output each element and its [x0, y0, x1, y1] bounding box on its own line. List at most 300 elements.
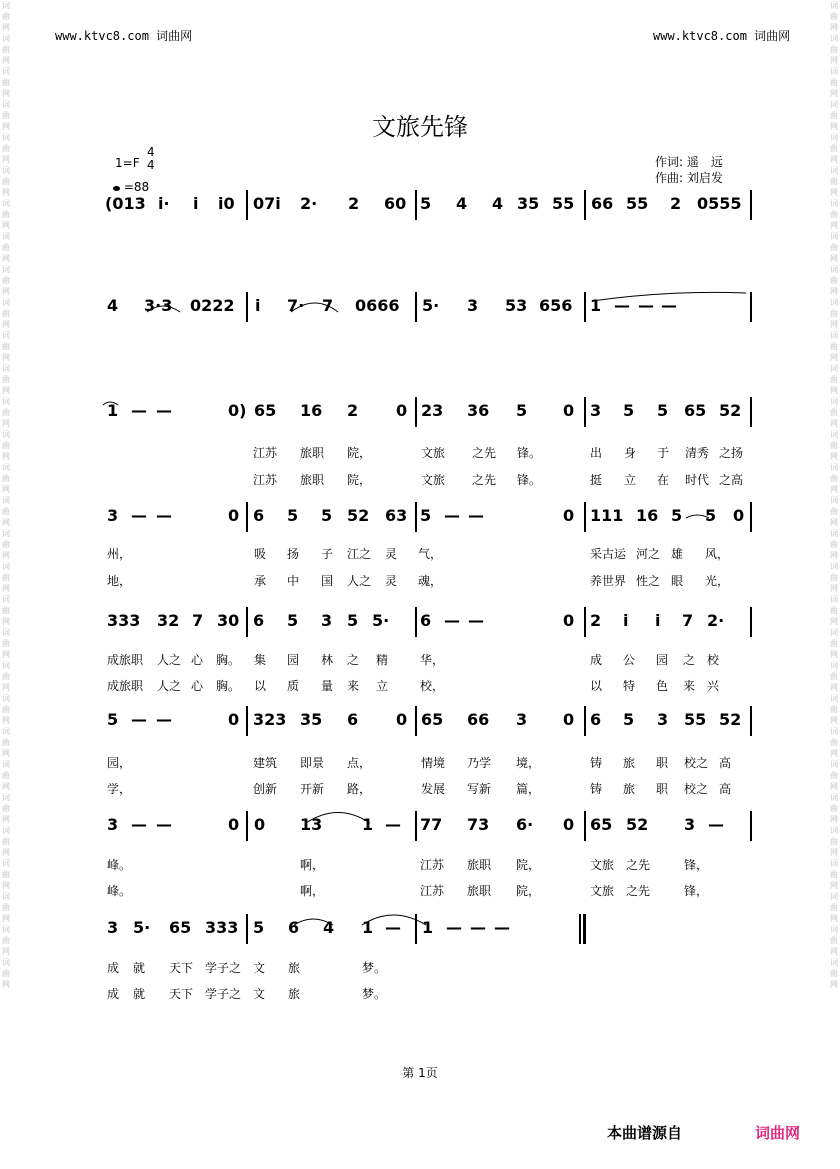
lyric-line4-lyr1: 河之 [636, 547, 661, 561]
lyric-line8-lyr1: 就 [133, 961, 146, 975]
lyric-line3-lyr2: 院， [347, 473, 372, 487]
lyric-line8-lyr2: 成 [107, 987, 120, 1001]
note-line4: 5 [420, 506, 432, 525]
bar-line [750, 397, 752, 427]
note-line2: 656 [539, 296, 573, 315]
bar-line [415, 502, 417, 532]
lyric-line3-lyr1: 出 [590, 446, 603, 460]
note-line4: 6 [253, 506, 265, 525]
lyric-line5-lyr2: 心 [191, 679, 204, 693]
lyric-line6-lyr2: 旅 [623, 782, 636, 796]
tempo-mark [113, 180, 149, 194]
note-line5: 2· [707, 611, 725, 630]
lyric-line6-lyr2: 发展 [421, 782, 446, 796]
bar-line [750, 706, 752, 736]
note-line3: — [156, 401, 172, 420]
site-name-right: 词曲网 [754, 29, 791, 43]
lyric-line4-lyr1: 扬 [287, 547, 300, 561]
lyric-line5-lyr1: 公 [623, 653, 636, 667]
lyric-line4-lyr1: 子 [321, 547, 334, 561]
bar-line [584, 502, 586, 532]
page-number: 第 1页 [402, 1066, 438, 1080]
lyric-line4-lyr1: 采古运 [590, 547, 627, 561]
note-line4: 3 [107, 506, 119, 525]
lyric-line8-lyr1: 学子之 [205, 961, 242, 975]
bar-line [415, 190, 417, 220]
note-line1: 4 [492, 194, 504, 213]
note-line8: 1 [422, 918, 434, 937]
note-line3: 23 [421, 401, 444, 420]
note-line5: 3 [321, 611, 333, 630]
note-line5: — [444, 611, 460, 630]
lyric-line8-lyr2: 文 [253, 987, 266, 1001]
note-line2: 7 [322, 296, 334, 315]
note-line3: 3 [590, 401, 602, 420]
note-line4: 111 [590, 506, 624, 525]
lyric-line5-lyr2: 成旅职 [107, 679, 144, 693]
lyric-line8-lyr2: 天下 [169, 987, 194, 1001]
lyric-line6-lyr1: 境， [516, 756, 541, 770]
lyric-line7-lyr1: 江苏 [420, 858, 445, 872]
song-title: 文旅先锋 [372, 113, 468, 141]
bar-line [579, 914, 581, 944]
bar-line [584, 397, 586, 427]
lyric-line8-lyr2: 梦。 [362, 987, 387, 1001]
note-line2: 53 [505, 296, 528, 315]
lyricist-credit: 作词: 遥 远 [655, 155, 723, 169]
lyric-line5-lyr1: 胸。 [216, 653, 241, 667]
note-line8: 5 [253, 918, 265, 937]
note-line6: 5 [107, 710, 119, 729]
note-line6: 52 [719, 710, 742, 729]
lyric-line6-lyr1: 即景 [300, 756, 325, 770]
lyric-line4-lyr2: 承 [254, 574, 267, 588]
note-line2: — [638, 296, 654, 315]
note-line6: 3 [657, 710, 669, 729]
site-header-right [653, 27, 790, 44]
note-line6: 3 [516, 710, 528, 729]
lyric-line3-lyr2: 旅职 [300, 473, 325, 487]
lyric-line4-lyr1: 气， [418, 547, 443, 561]
lyric-line5-lyr2: 来 [347, 679, 360, 693]
bar-line [750, 190, 752, 220]
lyric-line4-lyr1: 灵 [385, 547, 398, 561]
bar-line [415, 397, 417, 427]
bar-line [750, 607, 752, 637]
note-line1: 2· [300, 194, 318, 213]
note-line6: 6 [590, 710, 602, 729]
note-line5: 7 [192, 611, 204, 630]
lyric-line4-lyr2: 地， [107, 574, 132, 588]
lyric-line5-lyr2: 胸。 [216, 679, 241, 693]
lyric-line6-lyr2: 铸 [590, 782, 603, 796]
note-line2: 7· [287, 296, 305, 315]
lyric-line4-lyr1: 州， [107, 547, 132, 561]
lyric-line4-lyr2: 灵 [385, 574, 398, 588]
note-line8: — [446, 918, 462, 937]
note-line8: — [385, 918, 401, 937]
note-line8: 1 [362, 918, 374, 937]
note-line1: (013 [105, 194, 146, 213]
lyric-line4-lyr2: 中 [287, 574, 300, 588]
lyric-line7-lyr2: 锋， [684, 884, 709, 898]
note-line6: 66 [467, 710, 490, 729]
lyric-line3-lyr2: 时代 [685, 473, 710, 487]
note-line6: — [131, 710, 147, 729]
note-line4: 5 [671, 506, 683, 525]
note-line6: 0 [396, 710, 408, 729]
note-line6: 65 [421, 710, 444, 729]
note-line3: 5 [623, 401, 635, 420]
bar-line [584, 607, 586, 637]
lyric-line6-lyr2: 高 [719, 782, 732, 796]
note-line8: 333 [205, 918, 239, 937]
bar-line [584, 190, 586, 220]
lyric-line4-lyr2: 魂， [418, 574, 443, 588]
note-line5: 7 [682, 611, 694, 630]
note-line2: 4 [107, 296, 119, 315]
note-line1: 66 [591, 194, 614, 213]
bar-line [246, 502, 248, 532]
note-line6: 6 [347, 710, 359, 729]
lyric-line4-lyr2: 国 [321, 574, 334, 588]
note-line6: 0 [563, 710, 575, 729]
lyric-line5-lyr2: 以 [590, 679, 603, 693]
note-line1: 5 [420, 194, 432, 213]
bar-line [415, 914, 417, 944]
lyric-line6-lyr2: 写新 [467, 782, 492, 796]
note-line2: 5· [422, 296, 440, 315]
lyric-line3-lyr2: 在 [657, 473, 670, 487]
note-line1: i0 [218, 194, 235, 213]
lyric-line7-lyr2: 江苏 [420, 884, 445, 898]
lyric-line3-lyr1: 之扬 [719, 446, 744, 460]
lyric-line3-lyr1: 院， [347, 446, 372, 460]
bar-line [415, 811, 417, 841]
note-line8: 5· [133, 918, 151, 937]
lyric-line5-lyr1: 成 [590, 653, 603, 667]
lyric-line3-lyr1: 身 [624, 446, 637, 460]
note-line4: — [468, 506, 484, 525]
note-line1: 2 [670, 194, 682, 213]
lyric-line4-lyr2: 人之 [347, 574, 372, 588]
note-line5: — [468, 611, 484, 630]
note-line7: 3 [684, 815, 696, 834]
lyric-line3-lyr2: 江苏 [253, 473, 278, 487]
note-line6: 5 [623, 710, 635, 729]
note-line5: 2 [590, 611, 602, 630]
lyric-line5-lyr1: 林 [321, 653, 334, 667]
note-line5: 6 [253, 611, 265, 630]
note-line4: 16 [636, 506, 659, 525]
lyric-line5-lyr2: 立 [376, 679, 389, 693]
tempo-value: =88 [123, 180, 150, 194]
bar-line [246, 190, 248, 220]
lyric-line5-lyr1: 精 [376, 653, 389, 667]
note-line7: 3 [107, 815, 119, 834]
time-bottom: 4 [147, 158, 155, 172]
note-line5: 333 [107, 611, 141, 630]
note-line4: 0 [563, 506, 575, 525]
lyric-line5-lyr1: 之 [347, 653, 360, 667]
note-line6: — [156, 710, 172, 729]
note-line3: 65 [254, 401, 277, 420]
note-line6: 323 [253, 710, 287, 729]
site-url-right[interactable]: www.ktvc8.com [653, 29, 747, 43]
note-line8: — [470, 918, 486, 937]
bar-line [246, 706, 248, 736]
lyric-line5-lyr1: 园 [287, 653, 300, 667]
lyric-line8-lyr2: 学子之 [205, 987, 242, 1001]
time-top: 4 [147, 145, 155, 159]
note-line7: 73 [467, 815, 490, 834]
note-line3: 16 [300, 401, 323, 420]
bar-line [415, 706, 417, 736]
lyric-line5-lyr2: 兴 [707, 679, 720, 693]
lyric-line3-lyr1: 江苏 [253, 446, 278, 460]
bar-line [750, 811, 752, 841]
note-line7: — [708, 815, 724, 834]
lyric-line5-lyr1: 成旅职 [107, 653, 144, 667]
lyric-line7-lyr1: 锋， [684, 858, 709, 872]
note-line4: — [131, 506, 147, 525]
note-line1: i [193, 194, 199, 213]
note-line7: 1 [362, 815, 374, 834]
lyric-line7-lyr1: 院， [516, 858, 541, 872]
lyric-line6-lyr1: 旅 [623, 756, 636, 770]
note-line3: — [131, 401, 147, 420]
bar-line [246, 292, 248, 322]
note-line3: 2 [347, 401, 359, 420]
lyric-line5-lyr2: 人之 [157, 679, 182, 693]
lyric-line6-lyr1: 情境 [421, 756, 446, 770]
note-line5: 5 [287, 611, 299, 630]
lyric-line3-lyr2: 锋。 [517, 473, 542, 487]
composer-credit: 作曲: 刘启发 [655, 171, 723, 185]
bar-line [415, 607, 417, 637]
lyric-line5-lyr2: 以 [254, 679, 267, 693]
lyric-line7-lyr2: 院， [516, 884, 541, 898]
lyric-line6-lyr2: 校之 [684, 782, 709, 796]
note-line3: 52 [719, 401, 742, 420]
lyric-line7-lyr1: 旅职 [467, 858, 492, 872]
note-line1: 60 [384, 194, 407, 213]
lyric-line6-lyr2: 路， [347, 782, 372, 796]
lyric-line4-lyr1: 风， [705, 547, 730, 561]
final-bar [583, 914, 586, 944]
lyric-line3-lyr2: 立 [624, 473, 637, 487]
bar-line [246, 811, 248, 841]
bar-line [246, 607, 248, 637]
lyric-line7-lyr1: 之先 [626, 858, 651, 872]
lyric-line8-lyr1: 梦。 [362, 961, 387, 975]
bar-line [750, 502, 752, 532]
note-line2: 3 [467, 296, 479, 315]
note-line7: 6· [516, 815, 534, 834]
note-line5: i [623, 611, 629, 630]
note-line7: 0 [563, 815, 575, 834]
note-line4: 0 [228, 506, 240, 525]
note-line4: 5 [287, 506, 299, 525]
note-line4: 63 [385, 506, 408, 525]
lyric-line5-lyr1: 人之 [157, 653, 182, 667]
lyric-line4-lyr2: 光， [705, 574, 730, 588]
bar-line [584, 811, 586, 841]
lyric-line7-lyr2: 啊， [300, 884, 325, 898]
note-line7: — [131, 815, 147, 834]
lyric-line3-lyr1: 锋。 [517, 446, 542, 460]
note-line1: 55 [552, 194, 575, 213]
note-line5: 6 [420, 611, 432, 630]
lyric-line3-lyr1: 旅职 [300, 446, 325, 460]
lyric-line5-lyr1: 之 [683, 653, 696, 667]
lyric-line5-lyr2: 特 [623, 679, 636, 693]
note-line4: 5 [705, 506, 717, 525]
lyric-line6-lyr1: 园， [107, 756, 132, 770]
source-label: 本曲谱源自 [607, 1124, 683, 1142]
note-line7: — [156, 815, 172, 834]
note-line8: 3 [107, 918, 119, 937]
note-line7: 77 [420, 815, 443, 834]
note-line7: 65 [590, 815, 613, 834]
note-line8: — [494, 918, 510, 937]
site-header-left [55, 27, 192, 44]
bar-line [415, 292, 417, 322]
note-line3: 0 [563, 401, 575, 420]
lyric-line5-lyr1: 园 [656, 653, 669, 667]
lyric-line6-lyr1: 职 [656, 756, 669, 770]
note-line4: 5 [321, 506, 333, 525]
side-watermark-left: 词曲网词曲网词曲网词曲网词曲网词曲网词曲网词曲网词曲网词曲网词曲网词曲网词曲网词曲网词曲网词曲网词曲网词曲网词曲网词曲网词曲网词曲网词曲网词曲网词曲网词曲网词曲网词曲网词曲网词曲网 [2, 1, 10, 989]
lyric-line7-lyr1: 啊， [300, 858, 325, 872]
note-line1: 07i [253, 194, 281, 213]
note-line2: 3·3 [144, 296, 173, 315]
note-line6: 0 [228, 710, 240, 729]
source-brand[interactable]: 词曲网 [755, 1124, 801, 1142]
lyric-line4-lyr1: 江之 [347, 547, 372, 561]
lyric-line6-lyr2: 学， [107, 782, 132, 796]
bar-line [584, 706, 586, 736]
note-line5: 32 [157, 611, 180, 630]
note-line3: 0) [228, 401, 247, 420]
lyric-line4-lyr1: 雄 [671, 547, 684, 561]
note-line2: — [661, 296, 677, 315]
lyric-line8-lyr2: 就 [133, 987, 146, 1001]
lyric-line5-lyr2: 色 [656, 679, 669, 693]
time-signature [147, 146, 155, 172]
lyric-line4-lyr2: 眼 [671, 574, 684, 588]
lyric-line8-lyr1: 文 [253, 961, 266, 975]
lyric-line6-lyr2: 篇， [516, 782, 541, 796]
lyric-line5-lyr1: 心 [191, 653, 204, 667]
lyric-line8-lyr2: 旅 [288, 987, 301, 1001]
lyric-line3-lyr2: 之先 [472, 473, 497, 487]
site-name-left: 词曲网 [156, 29, 193, 43]
note-line8: 6 [288, 918, 300, 937]
note-line3: 65 [684, 401, 707, 420]
lyric-line6-lyr1: 高 [719, 756, 732, 770]
lyric-line5-lyr1: 校 [707, 653, 720, 667]
note-line1: 4 [456, 194, 468, 213]
note-line8: 4 [323, 918, 335, 937]
note-line4: 52 [347, 506, 370, 525]
lyric-line8-lyr1: 成 [107, 961, 120, 975]
lyric-line5-lyr1: 集 [254, 653, 267, 667]
note-line3: 5 [657, 401, 669, 420]
lyric-line3-lyr1: 清秀 [685, 446, 710, 460]
lyric-line8-lyr1: 天下 [169, 961, 194, 975]
lyric-line5-lyr2: 来 [683, 679, 696, 693]
note-line5: 5· [372, 611, 390, 630]
bar-line [584, 292, 586, 322]
note-line1: 35 [517, 194, 540, 213]
lyric-line7-lyr2: 文旅 [590, 884, 615, 898]
note-line2: i [255, 296, 261, 315]
note-line3: 1 [107, 401, 119, 420]
lyric-line3-lyr1: 于 [657, 446, 670, 460]
lyric-line6-lyr1: 建筑 [253, 756, 278, 770]
note-line3: 36 [467, 401, 490, 420]
note-line4: — [156, 506, 172, 525]
lyric-line6-lyr1: 校之 [684, 756, 709, 770]
note-line5: 5 [347, 611, 359, 630]
note-line7: — [385, 815, 401, 834]
note-line2: 0222 [190, 296, 235, 315]
note-line7: 0 [228, 815, 240, 834]
lyric-line8-lyr1: 旅 [288, 961, 301, 975]
key-signature: 1=F [115, 156, 140, 170]
lyric-line3-lyr2: 之高 [719, 473, 744, 487]
lyric-line3-lyr2: 挺 [590, 473, 603, 487]
note-line2: 1 [590, 296, 602, 315]
note-line5: i [655, 611, 661, 630]
lyric-line3-lyr1: 文旅 [421, 446, 446, 460]
lyric-line7-lyr2: 峰。 [107, 884, 132, 898]
lyric-line5-lyr1: 华， [420, 653, 445, 667]
side-watermark-right: 词曲网词曲网词曲网词曲网词曲网词曲网词曲网词曲网词曲网词曲网词曲网词曲网词曲网词曲网词曲网词曲网词曲网词曲网词曲网词曲网词曲网词曲网词曲网词曲网词曲网词曲网词曲网词曲网词曲网词曲网 [830, 1, 838, 989]
lyric-line4-lyr1: 吸 [254, 547, 267, 561]
note-line6: 35 [300, 710, 323, 729]
lyric-line6-lyr1: 铸 [590, 756, 603, 770]
note-line3: 0 [396, 401, 408, 420]
lyric-line3-lyr1: 之先 [472, 446, 497, 460]
bar-line [246, 914, 248, 944]
note-line6: 55 [684, 710, 707, 729]
note-line2: 0666 [355, 296, 400, 315]
note-line4: 0 [733, 506, 745, 525]
note-line1: 55 [626, 194, 649, 213]
lyric-line6-lyr2: 职 [656, 782, 669, 796]
lyric-line5-lyr2: 校， [420, 679, 445, 693]
bar-line [750, 292, 752, 322]
note-line7: 13 [300, 815, 323, 834]
note-line1: 0555 [697, 194, 742, 213]
note-line7: 0 [254, 815, 266, 834]
quarter-note-icon [113, 186, 120, 191]
lyric-line7-lyr2: 之先 [626, 884, 651, 898]
note-line7: 52 [626, 815, 649, 834]
note-line1: 2 [348, 194, 360, 213]
note-line1: i· [158, 194, 170, 213]
lyric-line6-lyr1: 点， [347, 756, 372, 770]
lyric-line5-lyr2: 量 [321, 679, 334, 693]
site-url-left[interactable]: www.ktvc8.com [55, 29, 149, 43]
lyric-line7-lyr1: 文旅 [590, 858, 615, 872]
lyric-line4-lyr2: 性之 [636, 574, 661, 588]
note-line8: 65 [169, 918, 192, 937]
lyric-line7-lyr1: 峰。 [107, 858, 132, 872]
lyric-line5-lyr2: 质 [287, 679, 300, 693]
